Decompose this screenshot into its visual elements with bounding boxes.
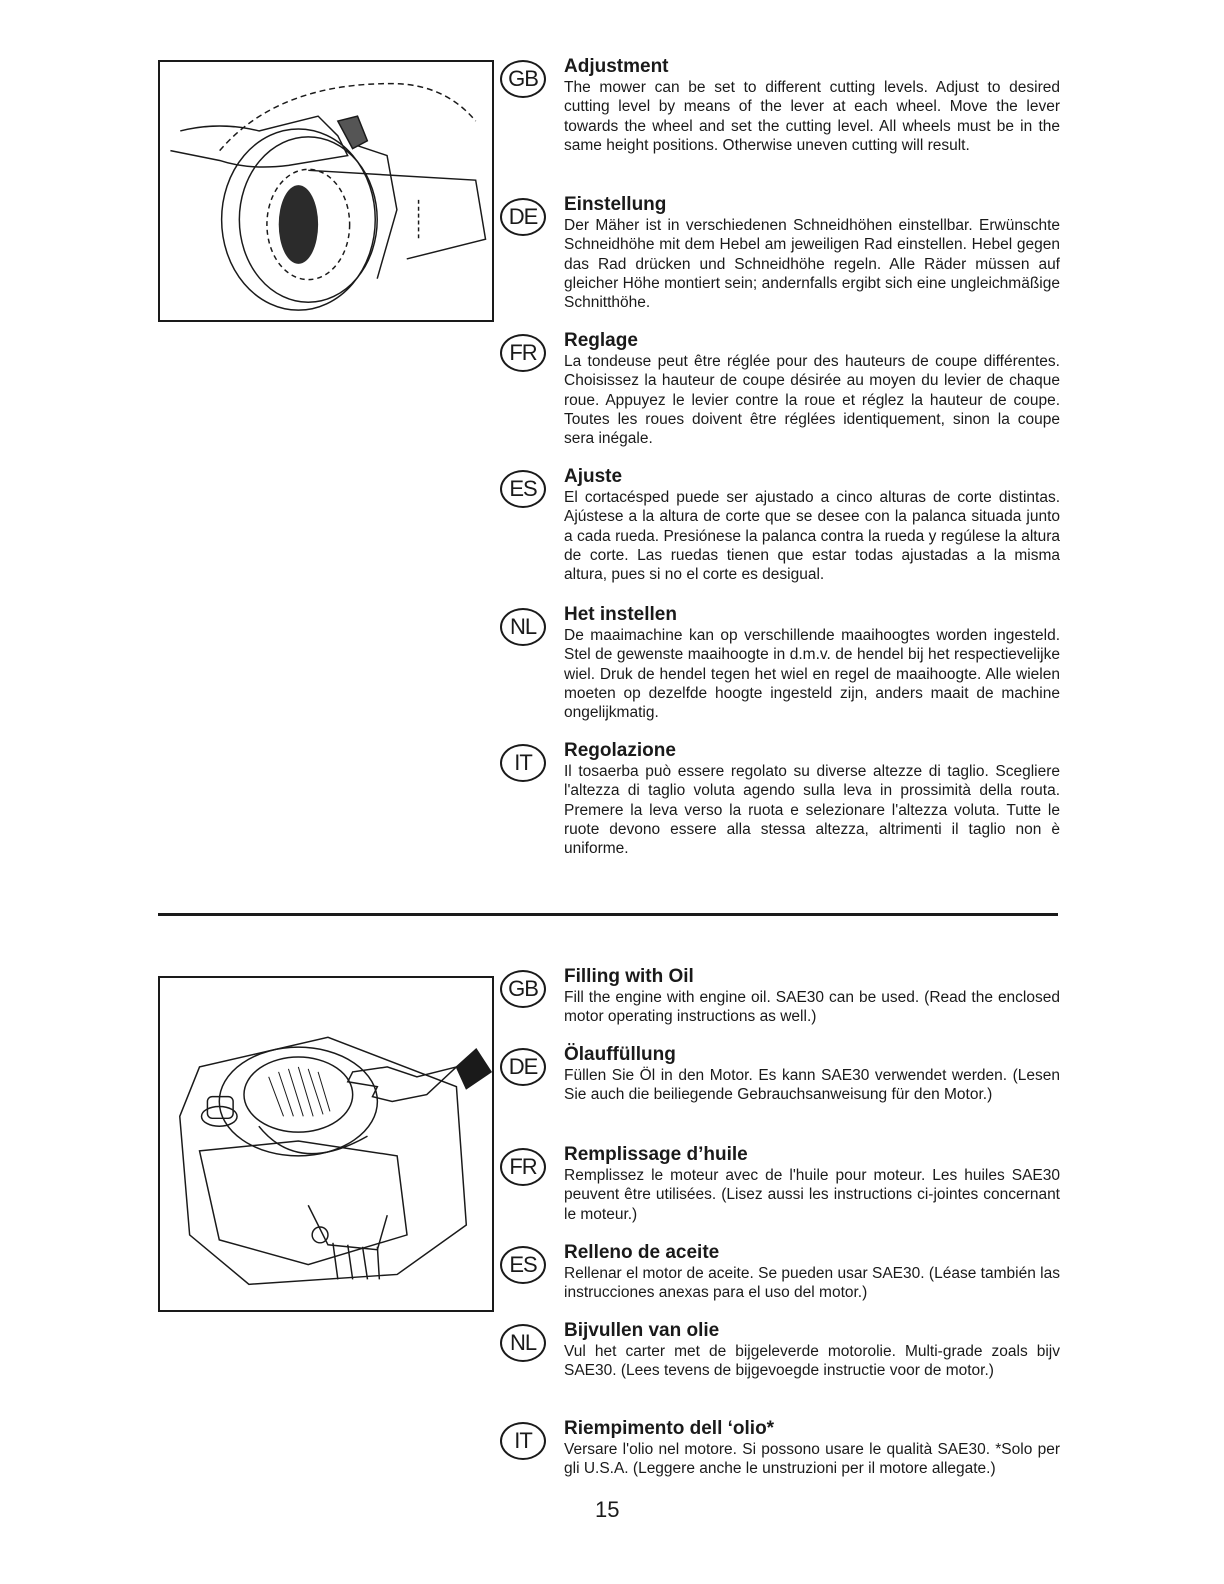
entry-title: Reglage	[564, 330, 638, 351]
entry-text: Il tosaerba può essere regolato su diverse altezze di taglio. Scegliere l'altezza di taglio voluta agendo sulla leva in prossimità della routa. Premere la leva verso la ruota e selezionare l'altezza voluta. Tutte le ruote devono essere alla stessa altezza, altrimenti il taglio non è uniforme.	[564, 763, 1060, 858]
entry-text: La tondeuse peut être réglée pour des hauteurs de coupe différentes. Choisissez la hauteur de coupe désirée au moyen du levier de chaque roue. Appuyez le levier contre la roue et réglez la hauteur de coupe. Toutes les roues doivent être réglées identiquement, sinon la coupe sera inégale.	[564, 353, 1060, 448]
entry-nl	[500, 604, 1060, 740]
language-badge: FR	[500, 1148, 546, 1186]
entry-gb	[500, 966, 1060, 1044]
entry-de	[500, 194, 1060, 330]
entry-text: Füllen Sie Öl in den Motor. Es kann SAE30 verwendet werden. (Lesen Sie auch die beiliegende Gebrauchsanweisung für den Motor.)	[564, 1067, 1060, 1104]
entry-fr	[500, 330, 1060, 466]
entry-it	[500, 1418, 1060, 1498]
entry-title: Adjustment	[564, 56, 669, 77]
entry-title: Ölauffüllung	[564, 1044, 676, 1065]
entry-title: Remplissage d’huile	[564, 1144, 748, 1165]
entry-text: Der Mäher ist in verschiedenen Schneidhöhen einstellbar. Erwünschte Schneidhöhe mit dem Hebel am jeweiligen Rad einstellen. Hebel gegen das Rad drücken und Schneidhöhe regeln. Alle Räder müssen auf gleicher Höhe montiert sein; andernfalls ergibt sich eine ungleichmäßige Schnitthöhe.	[564, 217, 1060, 312]
entry-title: Ajuste	[564, 466, 623, 487]
entry-text: Remplissez le moteur avec de l'huile pour moteur. Les huiles SAE30 peuvent être utilisées. (Lisez aussi les instructions ci-jointes concernant le moteur.)	[564, 1167, 1060, 1223]
language-badge: IT	[500, 744, 546, 782]
entry-it	[500, 740, 1060, 876]
wheel-adjustment-illustration	[158, 60, 494, 322]
entry-title: Einstellung	[564, 194, 667, 215]
language-badge: IT	[500, 1422, 546, 1460]
entry-gb	[500, 56, 1060, 194]
language-badge: NL	[500, 608, 546, 646]
language-badge: FR	[500, 334, 546, 372]
language-badge: GB	[500, 970, 546, 1008]
language-badge: ES	[500, 470, 546, 508]
entry-title: Relleno de aceite	[564, 1242, 720, 1263]
adjustment-section	[500, 56, 1060, 876]
section-divider	[158, 913, 1058, 916]
entry-title: Het instellen	[564, 604, 677, 625]
language-badge: ES	[500, 1246, 546, 1284]
entry-text: Fill the engine with engine oil. SAE30 can be used. (Read the enclosed motor operating instructions as well.)	[564, 989, 1060, 1026]
entry-text: Vul het carter met de bijgeleverde motorolie. Multi-grade zoals bijv SAE30. (Lees tevens de bijgevoegde instructie voor de motor.)	[564, 1343, 1060, 1380]
entry-es	[500, 1242, 1060, 1320]
entry-text: El cortacésped puede ser ajustado a cinco alturas de corte distintas. Ajústese a la altura de corte que se desee con la palanca situada junto a cada rueda. Presiónese la palanca contra la rueda y regúlese la altura de corte. Las ruedas tienen que estar todas ajustadas a la misma altura, pues si no el corte es desigual.	[564, 489, 1060, 584]
entry-fr	[500, 1144, 1060, 1242]
language-badge: DE	[500, 198, 546, 236]
entry-title: Bijvullen van olie	[564, 1320, 720, 1341]
entry-title: Filling with Oil	[564, 966, 694, 987]
engine-oil-illustration	[158, 976, 494, 1312]
entry-title: Regolazione	[564, 740, 676, 761]
entry-es	[500, 466, 1060, 604]
page-number: 15	[595, 1497, 620, 1522]
language-badge: GB	[500, 60, 546, 98]
oil-filling-section	[500, 966, 1060, 1498]
entry-text: De maaimachine kan op verschillende maaihoogtes worden ingesteld. Stel de gewenste maaihoogte in d.m.v. de hendel bij het respectievelijke wiel. Druk de hendel tegen het wiel en regel de maaihoogte. Alle wielen moeten op dezelfde hoogte ingesteld zijn, anders maait de machine ongelijkmatig.	[564, 627, 1060, 722]
language-badge: NL	[500, 1324, 546, 1362]
entry-text: The mower can be set to different cutting levels. Adjust to desired cutting level by means of the lever at each wheel. Move the lever towards the wheel and set the cutting level. All wheels must be in the same height positions. Otherwise uneven cutting will result.	[564, 79, 1060, 154]
language-badge: DE	[500, 1048, 546, 1086]
entry-title: Riempimento dell ‘olio*	[564, 1418, 775, 1439]
entry-de	[500, 1044, 1060, 1144]
entry-text: Versare l'olio nel motore. Si possono usare le qualità SAE30. *Solo per gli U.S.A. (Leggere anche le unstruzioni per il motore allegate.)	[564, 1441, 1060, 1478]
entry-nl	[500, 1320, 1060, 1418]
entry-text: Rellenar el motor de aceite. Se pueden usar SAE30. (Léase también las instrucciones anexas para el uso del motor.)	[564, 1265, 1060, 1302]
